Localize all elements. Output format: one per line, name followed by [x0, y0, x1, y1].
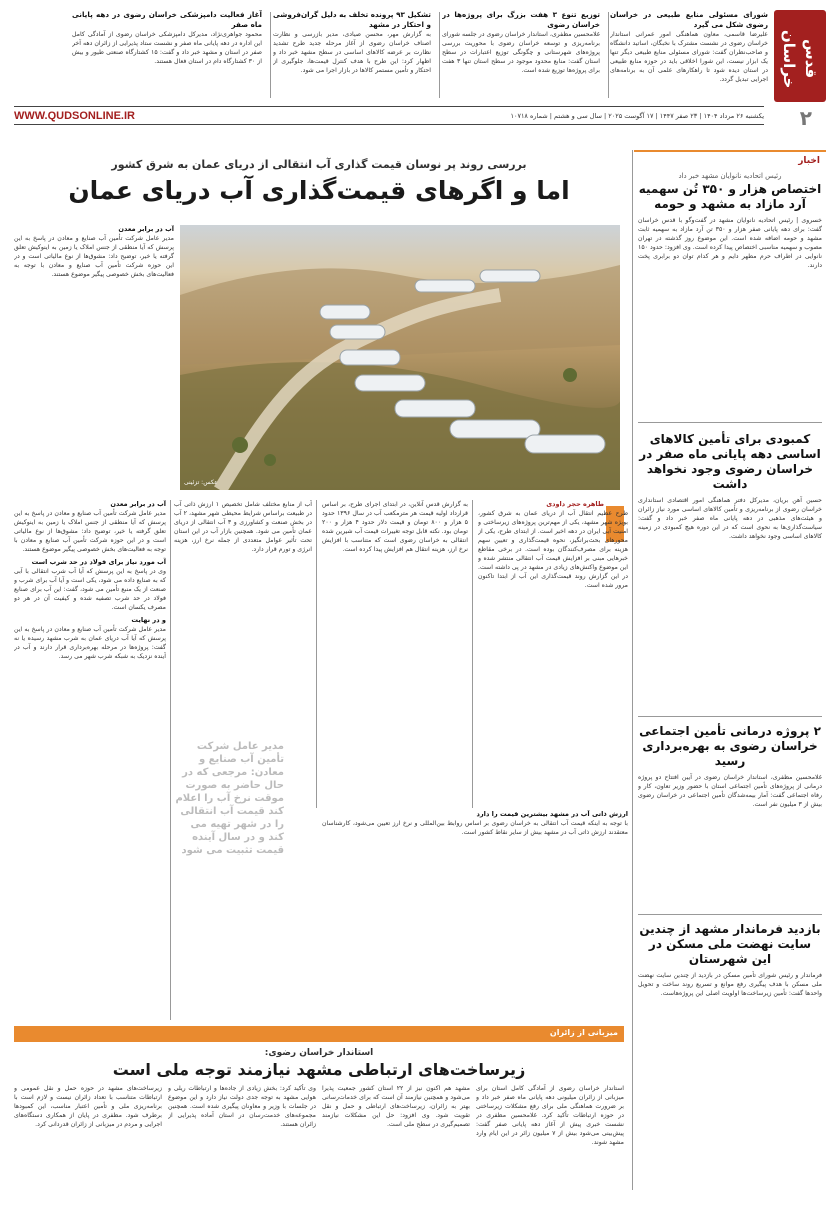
bottom-col-2: مشهد هم اکنون نیز از ۲۲ استان کشور جمعیت پذیرا می‌شود و همچنین نیازمند آن است که برای خدمات‌رسانی بهتر به زائران، زیرساخت‌های ارتباطی و حمل و نقل تقویت شود. وی افزود: حل این مشکلات نیازمند تصمیم‌گیری در سطح ملی است.	[322, 1085, 470, 1128]
top-brief-4	[72, 10, 262, 100]
article-col-left-full	[14, 500, 166, 1020]
photo-caption: عکس: تزئینی	[184, 479, 218, 486]
article-col-3	[174, 500, 312, 740]
page-number: ۲	[799, 106, 812, 130]
news-body: غلامحسین مظفری، استاندار خراسان رضوی در آیین افتتاح دو پروژه درمانی از پروژه‌های تأمین اجتماعی استان با حضور وزیر تعاون، کار و رفاه اجتماعی گفت: آمار بیمه‌شدگان تأمین اجتماعی در خراسان رضوی بیش از ۳ میلیون نفر است.	[638, 774, 822, 808]
col4-head2: آب مورد نیاز برای فولاد در حد شرب است	[31, 558, 166, 566]
news-kicker: رئیس اتحادیه نانوایان مشهد خبر داد	[678, 172, 782, 180]
brief-title: شورای مسئولی منابع طبیعی در خراسان رضوی شکل می گیرد	[610, 10, 768, 29]
bottom-title: زیرساخت‌های ارتباطی مشهد نیازمند توجه ملی است	[112, 1060, 526, 1079]
news-title: اختصاص هزار و ۳۵۰ تُن سهمیه آرد مازاد به مشهد و حومه	[638, 182, 822, 211]
news-title: کمبودی برای تأمین کالاهای اساسی دهه پایانی ماه صفر در خراسان رضوی وجود نخواهد داشت	[639, 432, 821, 491]
dateline: یکشنبه ۲۶ مرداد ۱۴۰۴ | ۲۳ صفر ۱۴۴۷ | ۱۷ آگوست ۲۰۲۵ | سال سی و هشتم | شماره ۱۰۷۱۸	[510, 112, 764, 120]
sub-section-body: با توجه به اینکه قیمت آب انتقالی به خراسان رضوی بر اساس روابط بین‌المللی و نرخ ارز تعیین می‌شود، کارشناسان معتقدند ارزش ذاتی آب در مشهد بیش از سایر نقاط کشور است.	[322, 820, 628, 836]
news-title: بازدید فرماندار مشهد از چندین سایت نهضت ملی مسکن در این شهرستان	[639, 922, 821, 966]
brief-body: غلامحسین مظفری، استاندار خراسان رضوی در جلسه شورای برنامه‌ریزی و توسعه خراسان رضوی با محوریت بررسی پروژه‌های شهرستانی و چگونگی توزیع اعتبارات در سطح استان گفت: منابع محدود موجود در سطح استان تنها ۳ هفت برای پروژه‌ها توزیع شده است.	[442, 31, 600, 74]
col4-body2: وی در پاسخ به این پرسش که آیا آب شرب انتقالی با آبی که به صنایع داده می شود، یکی است و آیا آب برای شرب و صنعت از یک منبع تأمین می شود، گفت: این آب برای صنایع فولاد در حد شرب تصفیه شده و کیفیت آن در هر دو مصرف یکسان است.	[14, 568, 166, 611]
brief-body: محمود جواهری‌نژاد، مدیرکل دامپزشکی خراسان رضوی از آمادگی کامل این اداره در دهه پایانی ماه صفر و نشست ستاد پذیرایی از زائران دهه آخر صفر در استان و مشهد خبر داد و گفت: ۱۵ کشتارگاه صنعتی طیور و بیش از ۳۰ کشتارگاه دام در استان فعال هستند.	[72, 31, 262, 65]
top-brief-1	[610, 10, 768, 100]
bottom-col-1: استاندار خراسان رضوی از آمادگی کامل استان برای میزبانی از زائران میلیونی دهه پایانی ماه صفر خبر داد و بر ضرورت هماهنگی ملی برای رفع مشکلات زیرساختی در حوزه ارتباطات تأکید کرد. غلامحسین مظفری در نشست خبری پیش از آغاز دهه پایانی صفر گفت: پیش‌بینی می‌شود بیش از ۷ میلیون زائر در این ایام وارد مشهد شوند.	[476, 1085, 624, 1146]
top-brief-2	[442, 10, 600, 100]
brief-body: به گزارش مهر، محسن صیادی، مدیر بازرسی و نظارت اصناف خراسان رضوی از آغاز مرحله جدید طرح تشدید نظارت بر عرضه کالاهای اساسی در سطح مشهد خبر داد و اظهار کرد: این طرح با هدف کنترل قیمت‌ها، جلوگیری از احتکار و تأمین مستمر کالاها در بازار اجرا می شود.	[273, 31, 431, 74]
headline-title: اما و اگرهای قیمت‌گذاری آب دریای عمان	[68, 176, 570, 205]
article-text: آب از منابع مختلف شامل تخصیص ۱ ارزش ذاتی آب در طبیعت براساس شرایط محیطی شهر مشهد، ۲ آب در بخش صنعت و کشاورزی و ۳ آب انتقالی از دریای عمان تأمین می شود. همچنین بازار آب در این استان تحت تأثیر عوامل متعددی از جمله نرخ ارز، هزینه انرژی و تورم قرار دارد.	[174, 501, 312, 553]
brief-title: توزیع تنوع ۳ هفت بزرگ برای پروژه‌ها در خراسان رضوی	[442, 10, 600, 29]
news-body: فرماندار و رئیس شورای تأمین مسکن در بازدید از چندین سایت نهضت ملی مسکن با هدف پیگیری رفع موانع و تسریع روند ساخت و تحویل واحدها گفت: تأمین زیرساخت‌ها اولویت اصلی این پروژه‌هاست.	[638, 972, 822, 997]
logo-text: قدس خراسان	[780, 29, 820, 89]
sidebar-news-3	[638, 722, 822, 923]
article-text: به گزارش قدس آنلاین، در ابتدای اجرای طرح، بر اساس قرارداد اولیه قیمت هر مترمکعب آب در سال ۱۳۹۶ حدود ۵ هزار و ۸۰۰ تومان و قیمت دلار حدود ۴ هزار و ۲۰۰ تومان بود. نکته قابل توجه تغییرات قیمت آب شیرین شده انتقالی به خراسان رضوی است که متناسب با افزایش نرخ ارز، هزینه انتقال هم افزایش پیدا کرده است.	[322, 501, 468, 553]
bottom-section-bar	[14, 1026, 624, 1042]
article-text: طرح عظیم انتقال آب از دریای عمان به شرق کشور، بویژه شهر مشهد، یکی از مهم‌ترین پروژه‌های زیرساختی و امنیت آبی ایران در دهه اخیر است. از ابتدای طرح، یکی از محورهای بحث‌برانگیز، نحوه قیمت‌گذاری و تعیین سهم هزینه برای مصرف‌کنندگان بوده است. در برخی مقاطع خبرهایی مبنی بر افزایش قیمت آب انتقالی منتشر شده و این موضوع واکنش‌های زیادی در مشهد در پی داشته است. در این گزارش روند قیمت‌گذاری این آب از ابتدا تاکنون مرور شده است.	[478, 510, 628, 589]
bottom-col-3: وی تأکید کرد: بخش زیادی از جاده‌ها و ارتباطات ریلی و هوایی مشهد به توجه جدی دولت نیاز دارد و این موضوع در جلسات با وزیر و معاونان پیگیری شده است. همچنین مجموعه‌های خدمت‌رسان در استان آماده پذیرایی از زائران هستند.	[168, 1085, 316, 1128]
col4-head: آب در برابر معدن	[110, 500, 166, 508]
article-photo	[180, 225, 620, 490]
sidebar-section-label: اخبار	[798, 156, 820, 166]
col4-upper-body: مدیر عامل شرکت تأمین آب صنایع و معادن در پاسخ به این پرسش که آیا منطقی از جنس املاک یا زمین به اینوکیش تعلق گرفته یا خیر، توضیح داد: مشوق‌ها از نوع مالیاتی است و در این حوزه شرکت تأمین آب صنایع و معادن با توجه به فعالیت‌های بخش خصوصی پیگیر موضوع هستند.	[14, 235, 174, 278]
brief-title: آغاز فعالیت دامپزشکی خراسان رضوی در دهه پایانی ماه صفر	[72, 10, 262, 29]
bottom-col-4: زیرساخت‌های مشهد در حوزه حمل و نقل عمومی و ارتباطات متناسب با تعداد زائران نیست و لازم است با برنامه‌ریزی ملی و تأمین اعتبار مناسب، این کمبودها برطرف شود. مظفری در پایان از همکاری دستگاه‌های اجرایی و مردم در میزبانی از زائران قدردانی کرد.	[14, 1085, 162, 1128]
headline-kicker: بررسی روند پر نوسان قیمت گذاری آب انتقالی از دریای عمان به شرق کشور	[111, 158, 527, 171]
news-body: حسین آهن بریان، مدیرکل دفتر هماهنگی امور اقتصادی استانداری خراسان رضوی از برنامه‌ریزی و تأمین کالاهای اساسی مورد نیاز زائران و هیئت‌های مذهبی در دهه پایانی ماه صفر خبر داد و گفت: سیاست‌گذاری‌ها به نحوی است که در این دوره هیچ کمبودی در زمینه کالاهای اساسی وجود نخواهد داشت.	[638, 497, 822, 540]
col4-body3: مدیر عامل شرکت تأمین آب صنایع و معادن در پاسخ به این پرسش که آیا آب دریای عمان به شرب مشهد رسیده یا نه گفت: پروژه‌ها در مرحله بهره‌برداری قرار دارند و آب در آینده نزدیک به شبکه شرب شهر می رسد.	[14, 626, 166, 660]
brief-title: تشکیل ۹۳ پرونده تخلف به دلیل گران‌فروشی و احتکار در مشهد	[273, 10, 431, 29]
top-brief-3	[273, 10, 431, 100]
col4-upper-head: آب در برابر معدن	[118, 225, 174, 233]
col4-head3: و در نهایت	[131, 616, 166, 624]
sidebar-news-2	[638, 430, 822, 746]
article-byline: طاهره حجر داودی	[546, 500, 604, 508]
article-col-1	[478, 500, 628, 805]
bottom-section-label: میزبانی از زائران	[549, 1028, 618, 1037]
sidebar	[634, 150, 826, 1200]
sub-section	[322, 810, 628, 1020]
bottom-kicker: استاندار خراسان رضوی:	[264, 1048, 374, 1058]
article-col-upper-left	[14, 225, 174, 490]
pullquote: مدیر عامل شرکت تأمین آب صنایع و معادن: مرجعی که در حال حاضر به صورت موقت نرخ آب را اعلام کند قیمت آب انتقالی را در شهر تهیه می کند و در سال آینده قیمت تثبیت می شود	[175, 741, 284, 856]
sidebar-news-1	[638, 172, 822, 416]
masthead-logo	[774, 10, 826, 102]
news-body: خسروی | رئیس اتحادیه نانوایان مشهد در گفت‌وگو با قدس خراسان گفت: برای دهه پایانی صفر هزار و ۳۵۰ تن آرد مازاد به سهمیه ثابت مشهد و حومه اضافه شده است. این موضوع روز گذشته در تهران مصوب و سهمیه مناسبی اختصاص پیدا کرده است. وی افزود: حدود ۱۵۰ نانوایی در اطراف حرم مطهر دایم و هر کدام توان دو برابری پخت دارند.	[638, 217, 822, 269]
sidebar-news-4	[638, 920, 822, 1221]
news-title: ۲ پروژه درمانی تأمین اجتماعی خراسان رضوی به بهره‌برداری رسید	[639, 724, 821, 768]
article-col-2	[322, 500, 468, 805]
sub-section-head: ارزش ذاتی آب در مشهد بیشترین قیمت را دارد	[476, 810, 628, 818]
col4-body: مدیر عامل شرکت تأمین آب صنایع و معادن در پاسخ به این پرسش که آیا منطقی از جنس املاک یا زمین به اینوکیش تعلق گرفته یا خیر، توضیح داد: مشوق‌ها از نوع مالیاتی است و در این حوزه شرکت تأمین آب صنایع و معادن با توجه به فعالیت‌های بخش خصوصی پیگیر موضوع هستند.	[14, 510, 166, 553]
website-link[interactable]: WWW.QUDSONLINE.IR	[14, 110, 135, 122]
pipeline-illustration	[180, 225, 620, 490]
brief-body: علیرضا قاسمی، معاون هماهنگی امور عمرانی استاندار خراسان رضوی در نشست مشترک با نخبگان، اساتید دانشگاه و صاحب‌نظران گفت: شورای مسئولی منابع طبیعی دیگر تنها یک ابزار نیست، این شورا اخلاقی باید در حوزه منابع طبیعی در استان دیده شود تا راهکارهای علمی آن به برنامه‌های اجرایی تبدیل گردد.	[610, 31, 768, 83]
